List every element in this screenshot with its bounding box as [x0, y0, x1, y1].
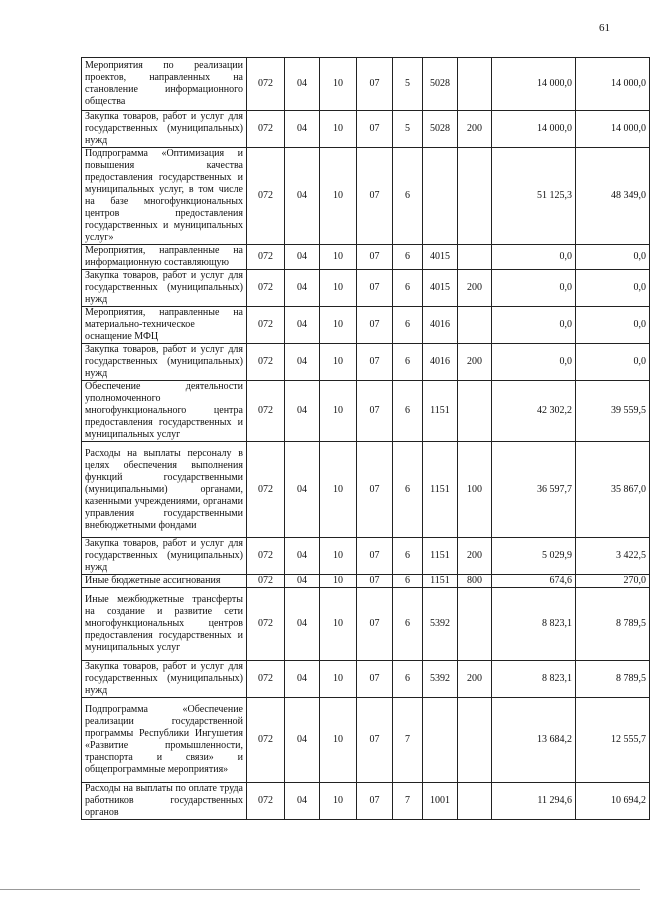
code-expense-type-cell: 800: [458, 575, 492, 588]
amount-year2-cell: 8 789,5: [576, 661, 650, 698]
code-subprogram-cell: 6: [393, 588, 423, 661]
table-row: [82, 344, 650, 381]
table-row: [82, 698, 650, 783]
code-admin-cell: 072: [247, 245, 285, 270]
row-name-cell: Обеспечение деятельности уполномоченного многофункционального центра предоставления государственных и муниципальных услуг: [82, 381, 247, 442]
table-row: [82, 270, 650, 307]
table-row: [82, 381, 650, 442]
amount-year2-cell: 0,0: [576, 245, 650, 270]
code-subsection-cell: 10: [320, 381, 357, 442]
code-subprogram-cell: 6: [393, 307, 423, 344]
code-direction-cell: 1151: [423, 538, 458, 575]
code-admin-cell: 072: [247, 588, 285, 661]
code-subprogram-cell: 5: [393, 58, 423, 111]
code-direction-cell: 1001: [423, 783, 458, 820]
table-row: [82, 783, 650, 820]
row-name-cell: Закупка товаров, работ и услуг для государственных (муниципальных) нужд: [82, 270, 247, 307]
code-admin-cell: 072: [247, 111, 285, 148]
table-row: [82, 148, 650, 245]
amount-year1-cell: 5 029,9: [492, 538, 576, 575]
code-direction-cell: 4016: [423, 307, 458, 344]
code-subsection-cell: 10: [320, 270, 357, 307]
code-subsection-cell: 10: [320, 148, 357, 245]
code-admin-cell: 072: [247, 148, 285, 245]
code-section-cell: 04: [285, 661, 320, 698]
code-direction-cell: 1151: [423, 575, 458, 588]
row-name-cell: Закупка товаров, работ и услуг для государственных (муниципальных) нужд: [82, 661, 247, 698]
code-subsection-cell: 10: [320, 538, 357, 575]
amount-year2-cell: 39 559,5: [576, 381, 650, 442]
amount-year1-cell: 0,0: [492, 270, 576, 307]
page-number: 61: [599, 22, 610, 34]
amount-year1-cell: 42 302,2: [492, 381, 576, 442]
table-row: [82, 111, 650, 148]
row-name-cell: Закупка товаров, работ и услуг для государственных (муниципальных) нужд: [82, 111, 247, 148]
code-program-cell: 07: [357, 245, 393, 270]
code-admin-cell: 072: [247, 661, 285, 698]
table-row: [82, 575, 650, 588]
code-program-cell: 07: [357, 698, 393, 783]
code-direction-cell: [423, 148, 458, 245]
amount-year2-cell: 0,0: [576, 270, 650, 307]
code-expense-type-cell: [458, 783, 492, 820]
row-name-cell: Мероприятия, направленные на информационную составляющую: [82, 245, 247, 270]
code-section-cell: 04: [285, 381, 320, 442]
code-subprogram-cell: 5: [393, 111, 423, 148]
code-direction-cell: 4015: [423, 245, 458, 270]
code-section-cell: 04: [285, 698, 320, 783]
code-expense-type-cell: 200: [458, 111, 492, 148]
code-admin-cell: 072: [247, 344, 285, 381]
code-section-cell: 04: [285, 588, 320, 661]
row-name-cell: Подпрограмма «Обеспечение реализации государственной программы Республики Ингушетия «Развитие промышленности, транспорта и связи» и общепрограммные мероприятия»: [82, 698, 247, 783]
code-expense-type-cell: 200: [458, 270, 492, 307]
amount-year1-cell: 8 823,1: [492, 588, 576, 661]
code-section-cell: 04: [285, 307, 320, 344]
code-subprogram-cell: 6: [393, 442, 423, 538]
code-expense-type-cell: [458, 307, 492, 344]
amount-year1-cell: 11 294,6: [492, 783, 576, 820]
row-name-cell: Расходы на выплаты персоналу в целях обеспечения выполнения функций государственными (муниципальными) органами, казенными учреждениями, органами управления государственными внебюджетными фондами: [82, 442, 247, 538]
code-expense-type-cell: 200: [458, 661, 492, 698]
code-expense-type-cell: [458, 381, 492, 442]
amount-year1-cell: 0,0: [492, 344, 576, 381]
row-name-cell: Закупка товаров, работ и услуг для государственных (муниципальных) нужд: [82, 344, 247, 381]
code-subprogram-cell: 6: [393, 538, 423, 575]
code-subsection-cell: 10: [320, 344, 357, 381]
code-direction-cell: 5028: [423, 111, 458, 148]
code-subsection-cell: 10: [320, 698, 357, 783]
code-admin-cell: 072: [247, 538, 285, 575]
amount-year1-cell: 0,0: [492, 245, 576, 270]
code-program-cell: 07: [357, 58, 393, 111]
code-program-cell: 07: [357, 270, 393, 307]
code-direction-cell: [423, 698, 458, 783]
code-expense-type-cell: [458, 58, 492, 111]
code-direction-cell: 1151: [423, 442, 458, 538]
amount-year1-cell: 0,0: [492, 307, 576, 344]
amount-year1-cell: 674,6: [492, 575, 576, 588]
row-name-cell: Иные бюджетные ассигнования: [82, 575, 247, 588]
code-expense-type-cell: [458, 245, 492, 270]
amount-year2-cell: 8 789,5: [576, 588, 650, 661]
code-subsection-cell: 10: [320, 58, 357, 111]
code-subprogram-cell: 6: [393, 148, 423, 245]
code-direction-cell: 5028: [423, 58, 458, 111]
amount-year1-cell: 14 000,0: [492, 111, 576, 148]
amount-year1-cell: 51 125,3: [492, 148, 576, 245]
row-name-cell: Иные межбюджетные трансферты на создание и развитие сети многофункциональных центров предоставления государственных и муниципальных услуг: [82, 588, 247, 661]
code-subsection-cell: 10: [320, 442, 357, 538]
code-expense-type-cell: 200: [458, 538, 492, 575]
code-section-cell: 04: [285, 538, 320, 575]
page-bottom-line: [0, 889, 640, 890]
code-program-cell: 07: [357, 588, 393, 661]
code-admin-cell: 072: [247, 575, 285, 588]
amount-year1-cell: 36 597,7: [492, 442, 576, 538]
table-row: [82, 588, 650, 661]
code-admin-cell: 072: [247, 783, 285, 820]
code-program-cell: 07: [357, 344, 393, 381]
amount-year2-cell: 270,0: [576, 575, 650, 588]
amount-year1-cell: 8 823,1: [492, 661, 576, 698]
amount-year2-cell: 14 000,0: [576, 58, 650, 111]
code-section-cell: 04: [285, 58, 320, 111]
amount-year2-cell: 3 422,5: [576, 538, 650, 575]
code-subprogram-cell: 7: [393, 698, 423, 783]
code-subsection-cell: 10: [320, 783, 357, 820]
code-admin-cell: 072: [247, 442, 285, 538]
code-admin-cell: 072: [247, 58, 285, 111]
code-section-cell: 04: [285, 442, 320, 538]
code-subprogram-cell: 6: [393, 270, 423, 307]
code-direction-cell: 5392: [423, 588, 458, 661]
table-row: [82, 245, 650, 270]
code-subsection-cell: 10: [320, 245, 357, 270]
amount-year2-cell: 0,0: [576, 307, 650, 344]
table-row: [82, 307, 650, 344]
code-direction-cell: 4015: [423, 270, 458, 307]
amount-year1-cell: 14 000,0: [492, 58, 576, 111]
code-section-cell: 04: [285, 270, 320, 307]
code-direction-cell: 4016: [423, 344, 458, 381]
code-program-cell: 07: [357, 148, 393, 245]
code-program-cell: 07: [357, 661, 393, 698]
code-section-cell: 04: [285, 111, 320, 148]
code-admin-cell: 072: [247, 307, 285, 344]
code-expense-type-cell: [458, 588, 492, 661]
code-section-cell: 04: [285, 344, 320, 381]
code-expense-type-cell: 100: [458, 442, 492, 538]
amount-year2-cell: 48 349,0: [576, 148, 650, 245]
code-subsection-cell: 10: [320, 661, 357, 698]
row-name-cell: Закупка товаров, работ и услуг для государственных (муниципальных) нужд: [82, 538, 247, 575]
code-subprogram-cell: 7: [393, 783, 423, 820]
code-expense-type-cell: [458, 698, 492, 783]
code-program-cell: 07: [357, 381, 393, 442]
code-subprogram-cell: 6: [393, 575, 423, 588]
row-name-cell: Мероприятия по реализации проектов, направленных на становление информационного общества: [82, 58, 247, 111]
amount-year2-cell: 0,0: [576, 344, 650, 381]
code-section-cell: 04: [285, 783, 320, 820]
code-subprogram-cell: 6: [393, 381, 423, 442]
code-expense-type-cell: 200: [458, 344, 492, 381]
code-direction-cell: 1151: [423, 381, 458, 442]
code-admin-cell: 072: [247, 698, 285, 783]
code-admin-cell: 072: [247, 270, 285, 307]
code-program-cell: 07: [357, 538, 393, 575]
code-admin-cell: 072: [247, 381, 285, 442]
table-row: [82, 58, 650, 111]
amount-year2-cell: 12 555,7: [576, 698, 650, 783]
budget-table: [81, 57, 650, 820]
table-body: [82, 58, 650, 820]
code-subprogram-cell: 6: [393, 245, 423, 270]
code-program-cell: 07: [357, 307, 393, 344]
code-subprogram-cell: 6: [393, 344, 423, 381]
code-direction-cell: 5392: [423, 661, 458, 698]
table-row: [82, 661, 650, 698]
amount-year2-cell: 14 000,0: [576, 111, 650, 148]
amount-year2-cell: 10 694,2: [576, 783, 650, 820]
row-name-cell: Расходы на выплаты по оплате труда работников государственных органов: [82, 783, 247, 820]
code-subsection-cell: 10: [320, 588, 357, 661]
code-expense-type-cell: [458, 148, 492, 245]
code-program-cell: 07: [357, 575, 393, 588]
code-section-cell: 04: [285, 245, 320, 270]
amount-year1-cell: 13 684,2: [492, 698, 576, 783]
code-subprogram-cell: 6: [393, 661, 423, 698]
table-row: [82, 442, 650, 538]
code-subsection-cell: 10: [320, 575, 357, 588]
code-section-cell: 04: [285, 575, 320, 588]
row-name-cell: Подпрограмма «Оптимизация и повышения качества предоставления государственных и муниципальных услуг, в том числе на базе многофункциональных центров предоставления государственных и муниципальных услуг»: [82, 148, 247, 245]
table-row: [82, 538, 650, 575]
code-section-cell: 04: [285, 148, 320, 245]
row-name-cell: Мероприятия, направленные на материально-техническое оснащение МФЦ: [82, 307, 247, 344]
amount-year2-cell: 35 867,0: [576, 442, 650, 538]
code-program-cell: 07: [357, 442, 393, 538]
code-program-cell: 07: [357, 111, 393, 148]
code-subsection-cell: 10: [320, 111, 357, 148]
code-subsection-cell: 10: [320, 307, 357, 344]
code-program-cell: 07: [357, 783, 393, 820]
